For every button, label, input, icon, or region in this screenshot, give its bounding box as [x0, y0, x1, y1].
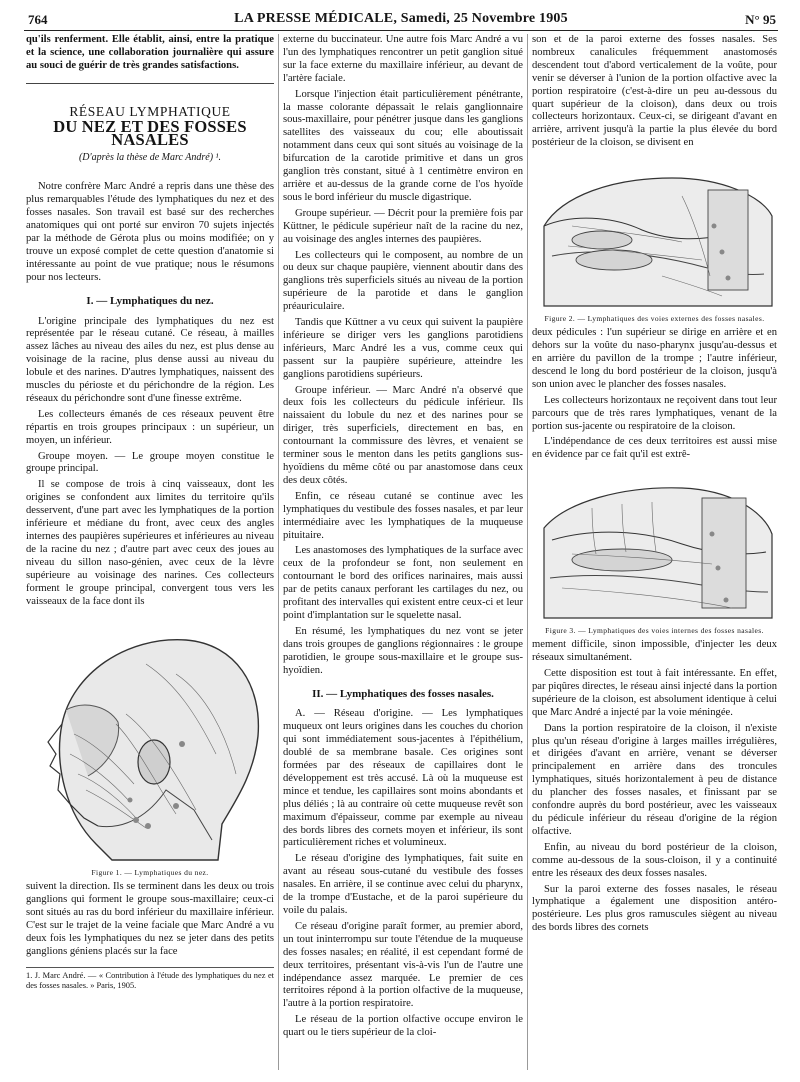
- paragraph: Groupe inférieur. — Marc André n'a observé que deux fois les collecteurs du pédicule inférieur. Ils naissaient du lobule du nez et des narines pour se diriger, très superficiels, directement en bas, en contournant la commissure des lèvres, et venaient se terminer sous le menton dans les petits ganglions sus-hyoïdiens du même côté ou par anastomose dans ceux des deux côtés.: [283, 384, 523, 486]
- section-heading-2: II. — Lymphatiques des fosses nasales.: [312, 687, 494, 700]
- figure-2: [532, 156, 777, 323]
- paragraph: Dans la portion respiratoire de la cloison, il n'existe plus qu'un réseau d'origine à larges mailles irrégulières, et dirigées d'avant en arrière, venant se déverser principalement en arrière dans des troncules lymphatiques, situés horizontalement à peu de distance du plancher des fosses nasales, et finissant par se confondre auprès du bord postérieur, avec les vaisseaux du pédicule inférieur du réseau d'origine de la région olfactive.: [532, 722, 777, 837]
- paragraph: suivent la direction. Ils se terminent dans les deux ou trois ganglions qui forment le groupe sous-maxillaire; ceux-ci sont situés au ras du bord inférieur du maxillaire inférieur. C'est sur le trajet de la veine faciale que Marc André a vu deux fois les lymphatiques du nez se jeter dans des petits ganglions géniens placés sur la face: [26, 881, 274, 957]
- paragraph: Le réseau d'origine des lymphatiques, fait suite en avant au réseau sous-cutané du vestibule des fosses nasales. En arrière, il se continue avec celui du pharynx, de la trompe d'Eustache, et de la paroi supérieure du voile du palais.: [283, 853, 523, 916]
- paragraph: son et de la paroi externe des fosses nasales. Ses nombreux canalicules fréquemment anastomosés descendent tout d'abord verticalement de la voûte, pour venir se déverser à l'union de la portion olfactive avec la portion respiratoire (c'est-à-dire un peu au-dessous du quart supérieur de la cloison), dans deux ou trois collecteurs horizontaux. Ceux-ci, se dirigeant d'avant en arrière, arrivent jusqu'à la partie la plus élevée du bord postérieur de la cloison, se divisent en: [532, 34, 777, 149]
- paragraph: A. — Réseau d'origine. — Les lymphatiques muqueux ont leurs origines dans les couches du chorion qui sont immédiatement sous-jacentes à l'épithélium, doublé de sa membrane basale. Ces origines sont formées par des réseaux de capillaires dont le développement est très accusé. Là où la muqueuse est mince et tendue, les capillaires sont moins abondants et plus déliés ; là au contraire où cette muqueuse revêt son maximum d'épaisseur, comme par exemple au niveau des bords libres des cornets moyen et inférieur, ils sont particulièrement riches et volumineux.: [283, 708, 523, 849]
- column-1: [26, 34, 274, 991]
- figure-3-caption: Figure 3. — Lymphatiques des voies internes des fosses nasales.: [545, 626, 764, 636]
- column-rule-2: [527, 34, 528, 1070]
- head-profile-illustration: [26, 614, 274, 866]
- nasal-sagittal-illustration-external: [532, 156, 777, 312]
- paragraph: Il se compose de trois à cinq vaisseaux, dont les origines se confondent aux limites du territoire qu'ils desservent, d'une part avec les lymphatiques de la portion inférieure et médiane du front, avec ceux des angles internes des paupières supérieures et inférieures au niveau de la racine du nez ; d'autre part avec ceux des joues au niveau du sillon naso-génien, avec ceux de la lèvre supérieure au voisinage des narines. Ces collecteurs forment le groupe principal, convergent tous vers les vaisseaux de la face dont ils: [26, 479, 274, 607]
- figure-3: [532, 468, 777, 635]
- footnote: 1. J. Marc André. — « Contribution à l'étude des lymphatiques du nez et des fosses nasales. » Paris, 1905.: [26, 967, 274, 991]
- column-rule-1: [278, 34, 279, 1070]
- paragraph: deux pédicules : l'un supérieur se dirige en arrière et en dehors sur la voûte du naso-pharynx jusqu'au-dessus et en arrière du pavillon de la trompe ; l'autre inférieur, descend le long du bord postérieur de la cloison, jusqu'à son union avec le plancher des fosses nasales.: [532, 327, 777, 390]
- issue-number: N° 95: [745, 12, 776, 27]
- column-3: [532, 34, 777, 938]
- paragraph: Notre confrère Marc André a repris dans une thèse des plus remarquables l'étude des lymphatiques du nez et des fosses nasales. Son travail est basé sur des recherches anatomiques qui ont porté sur environ 70 sujets injectés par la méthode de Gérota plus ou moins modifiée; on y trouve un exposé complet de cette question d'anatomie si intéressante au point de vue pratique; nous le résumons pour nos lecteurs.: [26, 181, 274, 283]
- section-divider: [26, 83, 274, 84]
- article-title: DU NEZ ET DES FOSSES NASALES: [53, 116, 247, 149]
- page-number: 764: [28, 12, 48, 27]
- paragraph: mement difficile, sinon impossible, d'injecter les deux réseaux simultanément.: [532, 639, 777, 664]
- article-source: (D'après la thèse de Marc André) ¹.: [78, 152, 222, 164]
- paragraph: Les anastomoses des lymphatiques de la surface avec ceux de la profondeur se font, non seulement en contournant le bord des orifices narinaires, mais aussi par de petits canaux perforant les cartilages du nez, ou profitant des intervalles qui existent entre ceux-ci et leur point d'implantation sur le squelette nasal.: [283, 545, 523, 621]
- nasal-sagittal-illustration-internal: [532, 468, 777, 624]
- paragraph: En résumé, les lymphatiques du nez vont se jeter dans trois groupes de ganglions régionnaires : le groupe parotidien, le groupe sous-maxillaire et le groupe sus-hyoïdien.: [283, 625, 523, 676]
- paragraph: Cette disposition est tout à fait intéressante. En effet, par piqûres directes, le réseau ainsi injecté dans la portion supérieure de la cloison, est absolument identique à celui que Marc André a injecté par la voie méningée.: [532, 668, 777, 718]
- column-2: [283, 34, 523, 1043]
- paragraph: L'origine principale des lymphatiques du nez est représentée par le réseau cutané. Ce réseau, à mailles assez lâches au niveau des ailes du nez, est plus dense au voisinage de la racine, plus dense aussi au niveau du lobule et des narines. D'autres lymphatiques, naissent des muscles du périoste et du périchondre de la région. Les réseaux du périchondre sont d'une finesse extrême.: [26, 315, 274, 404]
- paragraph: Enfin, au niveau du bord postérieur de la cloison, comme au-dessous de la sous-cloison, il y a continuité entre les réseaux des deux fosses nasales.: [532, 841, 777, 879]
- paragraph: Enfin, ce réseau cutané se continue avec les lymphatiques du vestibule des fosses nasales, et par leur intermédiaire avec les lymphatiques de la muqueuse pituitaire.: [283, 490, 523, 541]
- intro-paragraph: qu'ils renferment. Elle établit, ainsi, entre la pratique et la science, une collaboration journalière qui assure au souci de guérir de très grandes satisfactions.: [26, 34, 274, 71]
- page-header: [24, 8, 778, 31]
- figure-1: [26, 614, 274, 877]
- paragraph: Tandis que Küttner a vu ceux qui suivent la paupière inférieure se diriger vers les ganglions parotidiens inférieurs, Marc André les a vus, comme ceux qui passent sur la paupière supérieure, atteindre les ganglions parotidiens supérieurs.: [283, 317, 523, 380]
- paragraph: Lorsque l'injection était particulièrement pénétrante, la masse colorante dépassait le relais ganglionnaire sous-maxillaire, pour pénétrer jusque dans les ganglions satellites des vaisseaux du cou; elle aboutissait notamment dans ceux qui sont situés au voisinage de la bifurcation de la carotide primitive et dans un gros ganglion très constant, situé à 1 centimètre environ en arrière et au-dessus de la grande corne de l'os hyoïde sous le bord inférieur du muscle digastrique.: [283, 88, 523, 203]
- paragraph: Groupe moyen. — Le groupe moyen constitue le groupe principal.: [26, 450, 274, 475]
- paragraph: externe du buccinateur. Une autre fois Marc André a vu l'un des lymphatiques rencontrer un petit ganglion situé sur la face externe du maxillaire inférieur, au devant de l'artère faciale.: [283, 34, 523, 84]
- paragraph: Le réseau de la portion olfactive occupe environ le quart ou le tiers supérieur de la cloi-: [283, 1014, 523, 1039]
- section-heading-1: I. — Lymphatiques du nez.: [86, 294, 214, 307]
- article-kicker: RÉSEAU LYMPHATIQUE: [69, 103, 231, 119]
- paragraph: Groupe supérieur. — Décrit pour la première fois par Küttner, le pédicule supérieur naît de la racine du nez, au voisinage des angles internes des paupières.: [283, 207, 523, 245]
- figure-2-caption: Figure 2. — Lymphatiques des voies externes des fosses nasales.: [544, 314, 765, 324]
- paragraph: Ce réseau d'origine paraît former, au premier abord, un tout ininterrompu sur toute l'étendue de la muqueuse des fosses nasales; en réalité, il est cependant formé de deux territoires, présentant vis-à-vis l'un de l'autre une indépendance assez marquée. Le premier de ces territoires répond à la portion olfactive de la muqueuse, l'autre à la portion respiratoire.: [283, 920, 523, 1010]
- journal-title: LA PRESSE MÉDICALE, Samedi, 25 Novembre 1905: [234, 11, 568, 26]
- paragraph: L'indépendance de ces deux territoires est aussi mise en évidence par ce fait qu'il est extrê-: [532, 436, 777, 461]
- paragraph: Les collecteurs émanés de ces réseaux peuvent être répartis en trois groupes principaux : un supérieur, un moyen, un inférieur.: [26, 408, 274, 446]
- paragraph: Sur la paroi externe des fosses nasales, le réseau lymphatique a également une disposition antéro-postérieure. Les plus gros ramuscules siègent au niveau des bords libres des cornets: [532, 883, 777, 934]
- paragraph: Les collecteurs horizontaux ne reçoivent dans tout leur parcours que de très rares lymphatiques, venant de la portion sus-jacente ou respiratoire de la cloison.: [532, 394, 777, 432]
- paragraph: Les collecteurs qui le composent, au nombre de un ou deux sur chaque paupière, viennent aboutir dans des ganglions très superficiels situés au niveau de la portion supérieure de la parotide et dans le ganglion préauriculaire.: [283, 249, 523, 313]
- figure-1-caption: Figure 1. — Lymphatiques du nez.: [91, 868, 209, 878]
